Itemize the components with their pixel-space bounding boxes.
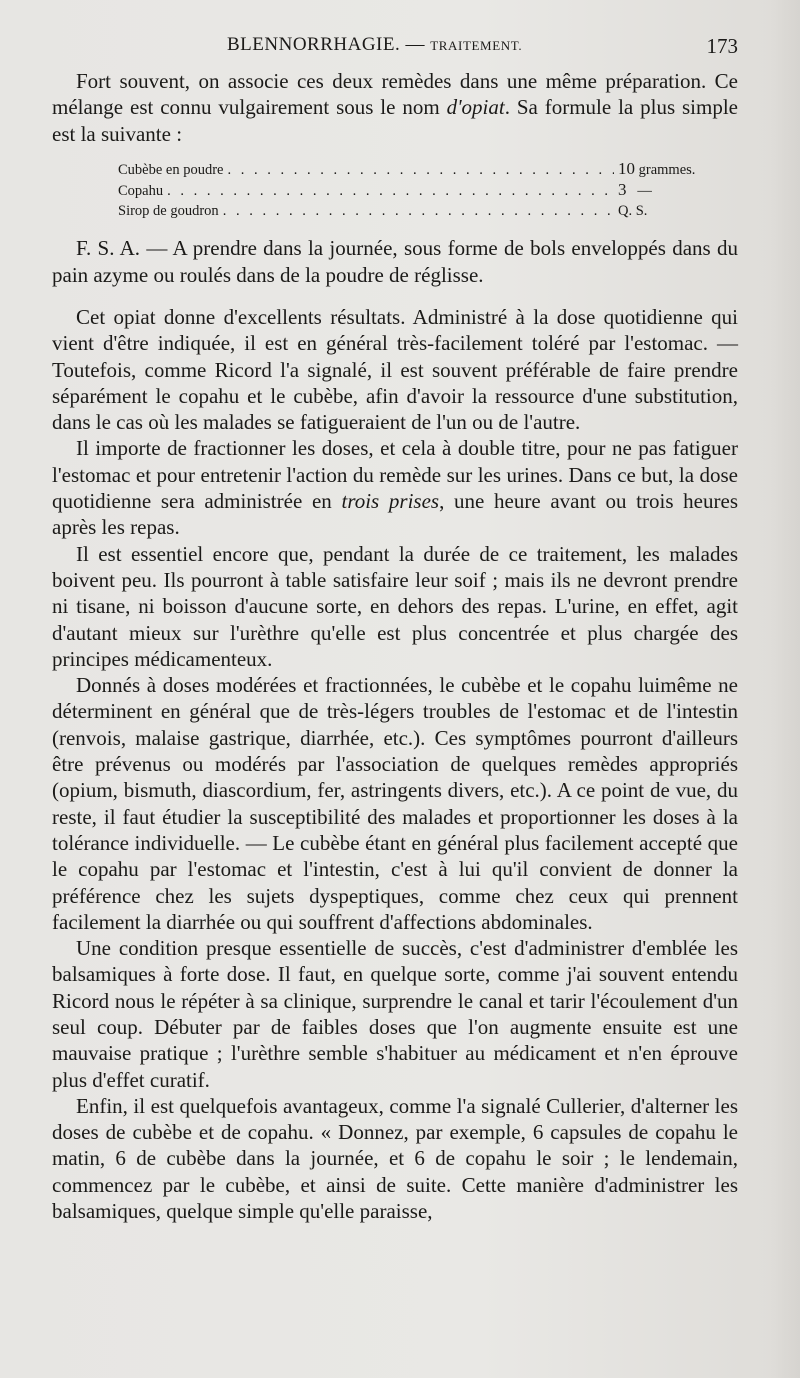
paragraph-2: F. S. A. — A prendre dans la journée, sous forme de bols enveloppés dans du pain azyme ou roulés dans de la poudre de réglisse. <box>52 236 738 287</box>
paragraph-1 <box>52 68 738 147</box>
paragraph-4-emphasis: trois prises <box>341 489 440 514</box>
page-number: 173 <box>706 34 738 58</box>
running-title: BLENNORRHAGIE. <box>227 34 401 55</box>
leader-dots <box>228 161 615 181</box>
running-section: TRAITEMENT. <box>430 38 523 53</box>
paragraph-7: Une condition presque essentielle de succès, c'est d'administrer d'emblée les balsamiques à forte dose. Il faut, en quelque sorte, comme j'ai souvent entendu Ricord nous le répéter à sa clinique, surprendre le canal et tarir l'écoulement d'un seul coup. Débuter par de faibles doses que l'on augmente ensuite est une mauvaise pratique ; l'urèthre semble s'habituer au médicament et n'en éprouve plus d'effet curatif. <box>52 936 738 1092</box>
paragraph-1-end: . Sa formule la plus simple est la suivante : <box>52 95 739 146</box>
ingredient-quantity: 3 — <box>618 180 652 200</box>
paragraph-1-text: Fort souvent, on associe ces deux remèdes dans une même préparation. Ce mélange est connu vulgairement sous le nom <box>52 69 738 120</box>
formula-table <box>118 159 714 222</box>
running-dash: — <box>405 34 425 55</box>
leader-dots <box>167 182 614 202</box>
leader-dots <box>223 202 614 222</box>
paragraph-4 <box>52 435 738 540</box>
running-head <box>227 34 522 56</box>
formula-row <box>118 180 714 202</box>
paragraph-6: Donnés à doses modérées et fractionnées, le cubèbe et le copahu luimême ne déterminent en général que de très-légers troubles de l'estomac et de l'intestin (renvois, malaise gastrique, diarrhée, etc.). Ces symptômes pourront d'ailleurs être prévenus ou modérés par l'association de quelques remèdes appropriés (opium, bismuth, diascordium, fer, astringents divers, etc.). A ce point de vue, du reste, il faut étudier la susceptibilité des malades et proportionner les doses à la tolérance individuelle. — Le cubèbe étant en général plus facilement accepté que le copahu par l'estomac et l'intestin, c'est à lui qu'il convient de donner la préférence chez les sujets dyspeptiques, comme chez ceux qui prennent facilement la diarrhée ou qui souffrent d'affections abdominales. <box>52 673 738 934</box>
page-header <box>52 34 738 64</box>
paragraph-3: Cet opiat donne d'excellents résultats. Administré à la dose quotidienne qui vient d'être indiquée, il est en général très-facilement toléré par l'estomac. — Toutefois, comme Ricord l'a signalé, il est souvent préférable de faire prendre séparément le copahu et le cubèbe, afin d'avoir la ressource d'une substitution, dans le cas où les malades se fatigueraient de l'un ou de l'autre. <box>52 304 738 435</box>
paragraph-1-emphasis: d'opiat <box>446 95 505 120</box>
paragraph-4-text: Il importe de fractionner les doses, et cela à double titre, pour ne pas fatiguer l'estomac et pour entretenir l'action du remède sur les urines. Dans ce but, la dose quotidienne sera administrée en <box>52 436 738 514</box>
paragraph-5: Il est essentiel encore que, pendant la durée de ce traitement, les malades boivent peu. Ils pourront à table satisfaire leur soif ; mais ils ne devront prendre ni tisane, ni boisson d'aucune sorte, en dehors des repas. L'urine, en effet, agit d'autant mieux sur l'urèthre qu'elle est plus concentrée et plus chargée des principes médicamenteux. <box>52 541 738 671</box>
page-body <box>52 68 738 1224</box>
ingredient-quantity: 10 grammes. <box>618 158 696 178</box>
formula-row <box>118 202 714 222</box>
ingredient-name: Sirop de goudron <box>118 202 219 219</box>
ingredient-name: Copahu <box>118 183 164 200</box>
ingredient-quantity: Q. S. <box>618 202 648 219</box>
paragraph-4-end: , une heure avant ou trois heures après les repas. <box>52 489 738 540</box>
ingredient-name: Cubèbe en poudre <box>118 161 224 178</box>
page-edge-shadow <box>770 0 800 1378</box>
paragraph-8: Enfin, il est quelquefois avantageux, comme l'a signalé Cullerier, d'alterner les doses de cubèbe et de copahu. « Donnez, par exemple, 6 capsules de copahu le matin, 6 de cubèbe dans la journée, et 6 de copahu le soir ; le lendemain, commencez par le cubèbe, et ainsi de suite. Cette manière d'administrer les balsamiques, quelque simple qu'elle paraisse, <box>52 1093 738 1224</box>
formula-row <box>118 159 714 181</box>
